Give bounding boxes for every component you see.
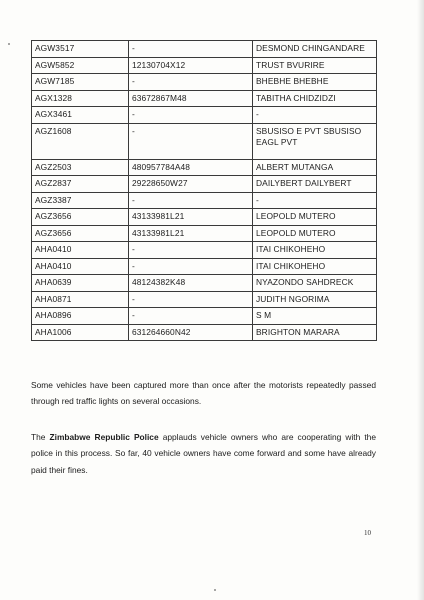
id-number-cell: 43133981L21 — [129, 209, 253, 226]
paragraph-repeat-offenders: Some vehicles have been captured more than once after the motorists repeatedly passed through red traffic lights on several occasions. — [31, 380, 376, 407]
owner-name-cell: ITAI CHIKOHEHO — [253, 242, 377, 259]
id-number-cell: 48124382K48 — [129, 275, 253, 292]
owner-name-cell: TRUST BVURIRE — [253, 57, 377, 74]
id-number-cell: - — [129, 74, 253, 91]
table-row — [32, 192, 377, 209]
id-number-cell: 631264660N42 — [129, 324, 253, 341]
owner-name-cell: LEOPOLD MUTERO — [253, 209, 377, 226]
plate-number-cell: AHA0871 — [32, 291, 129, 308]
plate-number-cell: AGW7185 — [32, 74, 129, 91]
owner-name-cell: JUDITH NGORIMA — [253, 291, 377, 308]
plate-number-cell: AGZ3656 — [32, 225, 129, 242]
page-number: 10 — [364, 529, 371, 537]
plate-number-cell: AGZ3387 — [32, 192, 129, 209]
paragraph-police-statement — [31, 429, 376, 478]
owner-name-cell: BRIGHTON MARARA — [253, 324, 377, 341]
id-number-cell: 63672867M48 — [129, 90, 253, 107]
table-row — [32, 57, 377, 74]
owner-name-cell: DESMOND CHINGANDARE — [253, 41, 377, 58]
id-number-cell: - — [129, 123, 253, 159]
table-row — [32, 107, 377, 124]
owner-name-cell: ITAI CHIKOHEHO — [253, 258, 377, 275]
table-row — [32, 291, 377, 308]
table-row — [32, 209, 377, 226]
plate-number-cell: AGW3517 — [32, 41, 129, 58]
owner-name-cell: S M — [253, 308, 377, 325]
scan-speck — [8, 43, 10, 45]
plate-number-cell: AGZ2837 — [32, 176, 129, 193]
owner-name-cell: - — [253, 192, 377, 209]
id-number-cell: - — [129, 258, 253, 275]
id-number-cell: - — [129, 291, 253, 308]
id-number-cell: - — [129, 192, 253, 209]
plate-number-cell: AGZ3656 — [32, 209, 129, 226]
id-number-cell: - — [129, 107, 253, 124]
owner-name-cell: - — [253, 107, 377, 124]
paragraph-text: applauds vehicle owners who are cooperating with the police in this process. So far, 40 vehicle owners have come forward and some have already paid their fines. — [31, 432, 376, 475]
table-row — [32, 275, 377, 292]
id-number-cell: 480957784A48 — [129, 159, 253, 176]
table-row — [32, 41, 377, 58]
plate-number-cell: AHA0410 — [32, 242, 129, 259]
owner-name-cell: LEOPOLD MUTERO — [253, 225, 377, 242]
id-number-cell: 43133981L21 — [129, 225, 253, 242]
police-name-bold: Zimbabwe Republic Police — [49, 432, 159, 442]
plate-number-cell: AGX3461 — [32, 107, 129, 124]
plate-number-cell: AGZ2503 — [32, 159, 129, 176]
table-row — [32, 242, 377, 259]
plate-number-cell: AHA0896 — [32, 308, 129, 325]
id-number-cell: 29228650W27 — [129, 176, 253, 193]
plate-number-cell: AGW5852 — [32, 57, 129, 74]
table-row — [32, 258, 377, 275]
plate-number-cell: AHA0639 — [32, 275, 129, 292]
owner-name-cell: BHEBHE BHEBHE — [253, 74, 377, 91]
table-row — [32, 308, 377, 325]
table-row — [32, 225, 377, 242]
table-row — [32, 324, 377, 341]
table-row — [32, 90, 377, 107]
scan-speck — [214, 589, 216, 591]
paragraph-text: The — [31, 432, 50, 442]
owner-name-cell: SBUSISO E PVT SBUSISO EAGL PVT — [253, 123, 377, 159]
plate-number-cell: AHA1006 — [32, 324, 129, 341]
owner-name-cell: NYAZONDO SAHDRECK — [253, 275, 377, 292]
table-row — [32, 159, 377, 176]
id-number-cell: - — [129, 41, 253, 58]
vehicle-owners-table — [31, 40, 377, 341]
owner-name-cell: TABITHA CHIDZIDZI — [253, 90, 377, 107]
id-number-cell: 12130704X12 — [129, 57, 253, 74]
plate-number-cell: AGZ1608 — [32, 123, 129, 159]
table-row — [32, 176, 377, 193]
plate-number-cell: AHA0410 — [32, 258, 129, 275]
id-number-cell: - — [129, 242, 253, 259]
scan-edge-shadow — [417, 0, 424, 600]
table-row — [32, 123, 377, 159]
table-row — [32, 74, 377, 91]
id-number-cell: - — [129, 308, 253, 325]
owner-name-cell: ALBERT MUTANGA — [253, 159, 377, 176]
plate-number-cell: AGX1328 — [32, 90, 129, 107]
owner-name-cell: DAILYBERT DAILYBERT — [253, 176, 377, 193]
